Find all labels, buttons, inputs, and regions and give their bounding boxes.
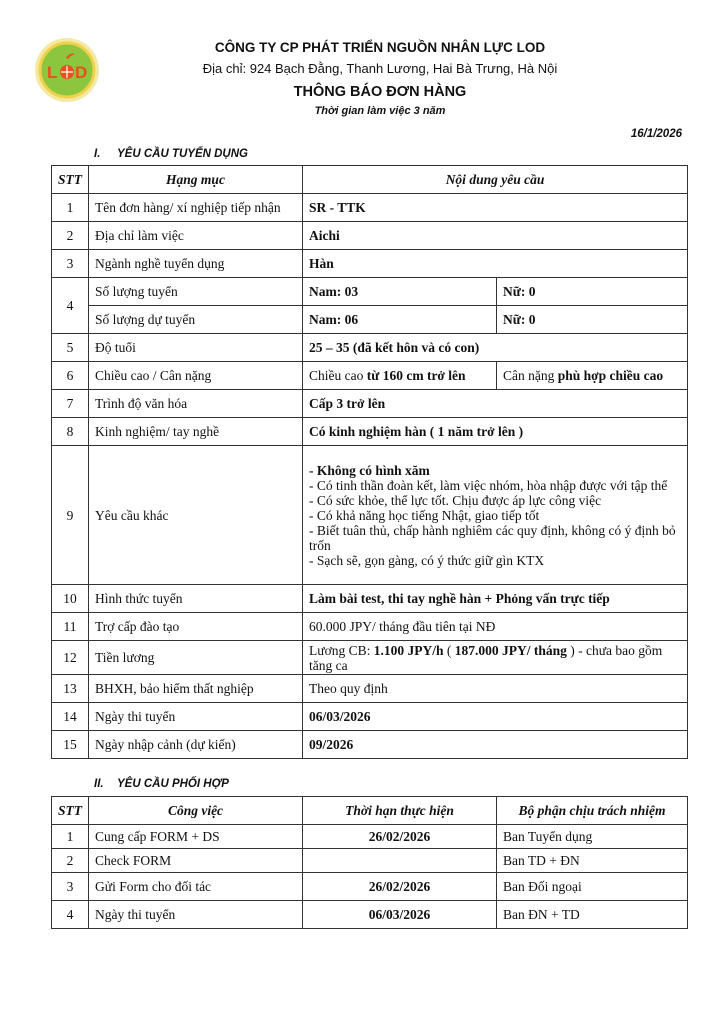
row-stt: 10 (52, 585, 89, 613)
coordination-table (51, 796, 688, 929)
row-stt: 2 (52, 222, 89, 250)
table-row (52, 641, 688, 675)
table-row (52, 390, 688, 418)
row-stt: 8 (52, 418, 89, 446)
requirement-line: - Biết tuân thủ, chấp hành nghiêm các quy định, không có ý định bỏ trốn (309, 522, 676, 553)
row-item: Ngày thi tuyển (89, 703, 303, 731)
page-title: THÔNG BÁO ĐƠN HÀNG (293, 84, 467, 100)
weight-label: Cân nặng (503, 368, 558, 383)
row-item: Chiều cao / Cân nặng (89, 362, 303, 390)
row-item: Ngày nhập cảnh (dự kiến) (89, 731, 303, 759)
row-value: 60.000 JPY/ tháng đầu tiên tại NĐ (303, 613, 688, 641)
section-2-title: YÊU CẦU PHỐI HỢP (117, 778, 229, 790)
female-count: Nữ: 0 (497, 278, 688, 306)
company-name: CÔNG TY CP PHÁT TRIỂN NGUỒN NHÂN LỰC LOD (214, 40, 546, 55)
table-row (52, 306, 688, 334)
row-department: Ban TD + ĐN (497, 849, 688, 873)
row-stt: 13 (52, 675, 89, 703)
header-item: Hạng mục (89, 166, 303, 194)
row-value: SR - TTK (303, 194, 688, 222)
row-item: Kinh nghiệm/ tay nghề (89, 418, 303, 446)
table-row (52, 194, 688, 222)
row-value: 25 – 35 (đã kết hôn và có con) (303, 334, 688, 362)
salary-note: ) - chưa bao gồm tăng ca (309, 642, 663, 673)
header-stt: STT (52, 166, 89, 194)
table-row (52, 250, 688, 278)
row-stt: 14 (52, 703, 89, 731)
document-header (0, 40, 724, 117)
svg-text:L: L (47, 63, 58, 82)
row-value: Có kinh nghiệm hàn ( 1 năm trở lên ) (303, 418, 688, 446)
row-deadline (303, 849, 497, 873)
recruitment-requirements-table (51, 165, 688, 759)
row-value: Theo quy định (303, 675, 688, 703)
row-stt: 15 (52, 731, 89, 759)
table-row (52, 334, 688, 362)
height-requirement (303, 362, 497, 390)
row-stt: 7 (52, 390, 89, 418)
table-row (52, 585, 688, 613)
header-department: Bộ phận chịu trách nhiệm (497, 797, 688, 825)
section-2-number: II. (94, 778, 104, 790)
row-stt: 3 (52, 873, 89, 901)
weight-value: phù hợp chiều cao (557, 368, 664, 383)
row-item: Ngành nghề tuyển dụng (89, 250, 303, 278)
row-stt: 3 (52, 250, 89, 278)
row-task: Gửi Form cho đối tác (89, 873, 303, 901)
header-content: Nội dung yêu cầu (303, 166, 688, 194)
table-row (52, 418, 688, 446)
salary-value (303, 641, 688, 675)
row-item: Số lượng dự tuyển (89, 306, 303, 334)
row-deadline: 06/03/2026 (303, 901, 497, 929)
table-row (52, 825, 688, 849)
row-item: Độ tuổi (89, 334, 303, 362)
requirement-line: - Có tinh thần đoàn kết, làm việc nhóm, hòa nhập được với tập thể (309, 477, 668, 493)
header-deadline: Thời hạn thực hiện (303, 797, 497, 825)
row-value: 09/2026 (303, 731, 688, 759)
page-subtitle: Thời gian làm việc 3 năm (314, 105, 446, 117)
row-item: Hình thức tuyển (89, 585, 303, 613)
row-item: Số lượng tuyển (89, 278, 303, 306)
row-stt: 2 (52, 849, 89, 873)
row-item: Yêu cầu khác (89, 446, 303, 585)
row-value: 06/03/2026 (303, 703, 688, 731)
hourly-wage: 1.100 JPY/h (373, 642, 444, 658)
row-deadline: 26/02/2026 (303, 873, 497, 901)
row-stt: 4 (52, 901, 89, 929)
row-value: Hàn (303, 250, 688, 278)
section-2-heading (94, 778, 229, 790)
row-department: Ban Tuyển dụng (497, 825, 688, 849)
weight-requirement (497, 362, 688, 390)
table-row (52, 901, 688, 929)
row-value: Cấp 3 trở lên (303, 390, 688, 418)
salary-prefix: Lương CB: (309, 642, 374, 658)
row-item: Tên đơn hàng/ xí nghiệp tiếp nhận (89, 194, 303, 222)
row-value: Làm bài test, thi tay nghề hàn + Phỏng vấn trực tiếp (303, 585, 688, 613)
monthly-wage: 187.000 JPY/ tháng (454, 642, 567, 658)
other-requirements (303, 446, 688, 585)
male-count: Nam: 03 (303, 278, 497, 306)
header-stt: STT (52, 797, 89, 825)
table-row (52, 873, 688, 901)
section-1-title: YÊU CẦU TUYỂN DỤNG (117, 148, 248, 160)
table-row (52, 731, 688, 759)
row-stt: 5 (52, 334, 89, 362)
row-department: Ban Đối ngoại (497, 873, 688, 901)
section-1-number: I. (94, 148, 101, 160)
male-candidates: Nam: 06 (303, 306, 497, 334)
table-header-row (52, 166, 688, 194)
height-value: từ 160 cm trở lên (366, 368, 466, 383)
row-item: Địa chỉ làm việc (89, 222, 303, 250)
svg-text:D: D (75, 63, 88, 82)
row-task: Check FORM (89, 849, 303, 873)
row-task: Ngày thi tuyển (89, 901, 303, 929)
row-stt: 6 (52, 362, 89, 390)
row-item: Trình độ văn hóa (89, 390, 303, 418)
table-row (52, 613, 688, 641)
requirement-line: - Sạch sẽ, gọn gàng, có ý thức giữ gìn KTX (309, 552, 545, 568)
row-value: Aichi (303, 222, 688, 250)
salary-paren-open: ( (443, 642, 455, 658)
row-stt: 9 (52, 446, 89, 585)
table-row (52, 362, 688, 390)
row-item: Tiền lương (89, 641, 303, 675)
row-stt: 1 (52, 194, 89, 222)
table-row (52, 849, 688, 873)
table-row (52, 278, 688, 306)
requirement-line: - Không có hình xăm (309, 462, 430, 478)
requirement-line: - Có sức khỏe, thể lực tốt. Chịu được áp lực công việc (309, 492, 602, 508)
row-stt: 4 (52, 278, 89, 334)
table-row (52, 675, 688, 703)
row-stt: 12 (52, 641, 89, 675)
height-label: Chiều cao (309, 368, 367, 383)
company-address: Địa chỉ: 924 Bạch Đằng, Thanh Lương, Hai Bà Trưng, Hà Nội (202, 61, 558, 76)
row-item: Trợ cấp đào tạo (89, 613, 303, 641)
section-1-heading (94, 148, 248, 160)
row-department: Ban ĐN + TD (497, 901, 688, 929)
table-header-row (52, 797, 688, 825)
row-deadline: 26/02/2026 (303, 825, 497, 849)
header-task: Công việc (89, 797, 303, 825)
table-row (52, 222, 688, 250)
table-row (52, 446, 688, 585)
table-row (52, 703, 688, 731)
row-stt: 1 (52, 825, 89, 849)
row-stt: 11 (52, 613, 89, 641)
row-task: Cung cấp FORM + DS (89, 825, 303, 849)
requirement-line: - Có khả năng học tiếng Nhật, giao tiếp tốt (309, 507, 540, 523)
document-date: 16/1/2026 (630, 128, 682, 140)
female-candidates: Nữ: 0 (497, 306, 688, 334)
row-item: BHXH, bảo hiểm thất nghiệp (89, 675, 303, 703)
